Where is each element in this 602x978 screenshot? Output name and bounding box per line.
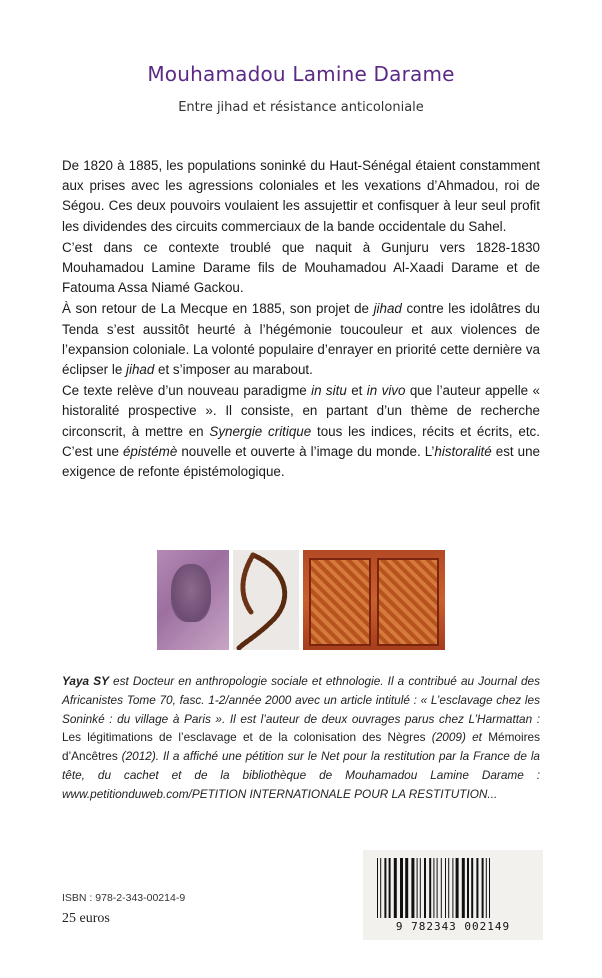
barcode-bar xyxy=(389,858,391,918)
barcode-bar xyxy=(405,858,408,918)
text-run: est Docteur en anthropologie sociale et ethnologie. Il a contribué au Journal des Africanistes Tome 70, fasc. 1-2/année 2000 avec un article intitulé : « L’esclavage chez les Soninké : du village à Paris ». Il est l’auteur de deux ouvrages parus chez L’Harmattan : xyxy=(62,674,540,726)
italic-term: épistémè xyxy=(122,443,178,459)
blurb-paragraph-3 xyxy=(62,299,540,380)
text-run: nouvelle et ouverte à l’image du monde. L’ xyxy=(177,443,435,459)
book-reference: Les légitimations de l’esclavage et de la colonisation des Nègres xyxy=(62,730,426,745)
barcode-bar xyxy=(476,858,478,918)
italic-term: jihad xyxy=(373,301,402,317)
barcode xyxy=(363,850,543,940)
text-run: À son retour de La Mecque en 1885, son projet de xyxy=(62,301,374,317)
manuscript-photo xyxy=(303,550,445,650)
barcode-bar xyxy=(433,858,434,918)
barcode-bar xyxy=(437,858,438,918)
isbn: ISBN : 978-2-343-00214-9 xyxy=(62,892,186,904)
barcode-number: 9 782343 002149 xyxy=(395,920,511,933)
barcode-bar xyxy=(441,858,442,918)
italic-term: in vivo xyxy=(366,383,406,399)
barcode-bar xyxy=(380,858,381,918)
barcode-bar xyxy=(394,858,397,918)
barcode-bar xyxy=(429,858,431,918)
blurb-paragraph-1: De 1820 à 1885, les populations soninké du Haut-Sénégal étaient constamment aux prises avec les agressions coloniales et les vexations d’Ahmadou, roi de Ségou. Ces deux pouvoirs voulaient les assujettir et confisquer à leur seul profit les dividendes des circuits commerciaux de la bande occidentale du Sahel. xyxy=(62,158,540,234)
text-run: et s’imposer au marabout. xyxy=(154,362,313,378)
back-cover-blurb xyxy=(62,156,540,483)
book-title: Mouhamadou Lamine Darame xyxy=(147,62,455,86)
prayer-beads-photo xyxy=(233,550,299,650)
author-bio xyxy=(62,672,540,804)
portrait-face xyxy=(171,564,211,622)
manuscript-page-right xyxy=(377,558,439,646)
barcode-bar xyxy=(482,858,484,918)
book-subtitle: Entre jihad et résistance anticoloniale xyxy=(178,100,424,115)
manuscript-page-left xyxy=(309,558,371,646)
price: 25 euros xyxy=(62,911,110,926)
book-reference: Mémoires d’Ancêtres xyxy=(62,730,540,764)
italic-term: Synergie critique xyxy=(209,423,312,439)
barcode-bar xyxy=(400,858,403,918)
barcode-bar xyxy=(489,858,490,918)
text-run: contre les idolâtres du Tenda s’est aussitôt heurté à l’hégémonie toucouleur et aux violences de l’expansion coloniale. La volonté populaire d’enrayer en priorité cette dernière va éclipser le xyxy=(62,301,540,378)
photo-strip xyxy=(157,550,447,650)
text-run: Ce texte relève d’un nouveau paradigme xyxy=(62,383,312,399)
italic-term: jihad xyxy=(126,362,155,378)
author-name: Yaya SY xyxy=(62,674,109,688)
barcode-bar xyxy=(417,858,418,918)
barcode-bar xyxy=(448,858,449,918)
barcode-bar xyxy=(471,858,473,918)
barcode-bar xyxy=(424,858,426,918)
barcode-bar xyxy=(411,858,414,918)
text-run: tous les indices, récits et écrits, etc. C’est une xyxy=(62,423,540,459)
barcode-bar xyxy=(420,858,421,918)
barcode-bar xyxy=(445,858,446,918)
barcode-bar xyxy=(452,858,453,918)
prayer-beads-icon xyxy=(233,550,299,650)
barcode-bars xyxy=(373,858,533,920)
italic-term: historalité xyxy=(434,443,492,459)
text-run: (2009) et xyxy=(425,730,489,745)
blurb-paragraph-2: C’est dans ce contexte troublé que naquit à Gunjuru vers 1828-1830 Mouhamadou Lamine Darame fils de Mouhamadou Al-Xaadi Darame et de Fatouma Assa Niamé Gackou. xyxy=(62,239,540,296)
barcode-bar xyxy=(377,858,378,918)
barcode-bar xyxy=(467,858,469,918)
barcode-bar xyxy=(456,858,459,918)
barcode-bar xyxy=(384,858,386,918)
barcode-bar xyxy=(462,858,465,918)
text-run: (2012). Il a affiché une pétition sur le Net pour la restitution par la France de la tête, du cachet et de la bibliothèque de Mouhamadou Lamine Darame : www.petitionduweb.com/PETITION INTERNATIONALE POUR LA RESTITUTION... xyxy=(62,749,540,801)
text-run: et xyxy=(346,383,367,399)
blurb-paragraph-4 xyxy=(62,381,540,482)
barcode-bar xyxy=(486,858,487,918)
portrait-photo xyxy=(157,550,229,650)
text-run: est une exigence de refonte épistémologique. xyxy=(62,443,540,480)
italic-term: in situ xyxy=(311,383,347,399)
text-run: que l’auteur appelle « historalité prospective ». Il consiste, en partant d’un thème de recherche circonscrit, à mettre en xyxy=(62,383,540,439)
